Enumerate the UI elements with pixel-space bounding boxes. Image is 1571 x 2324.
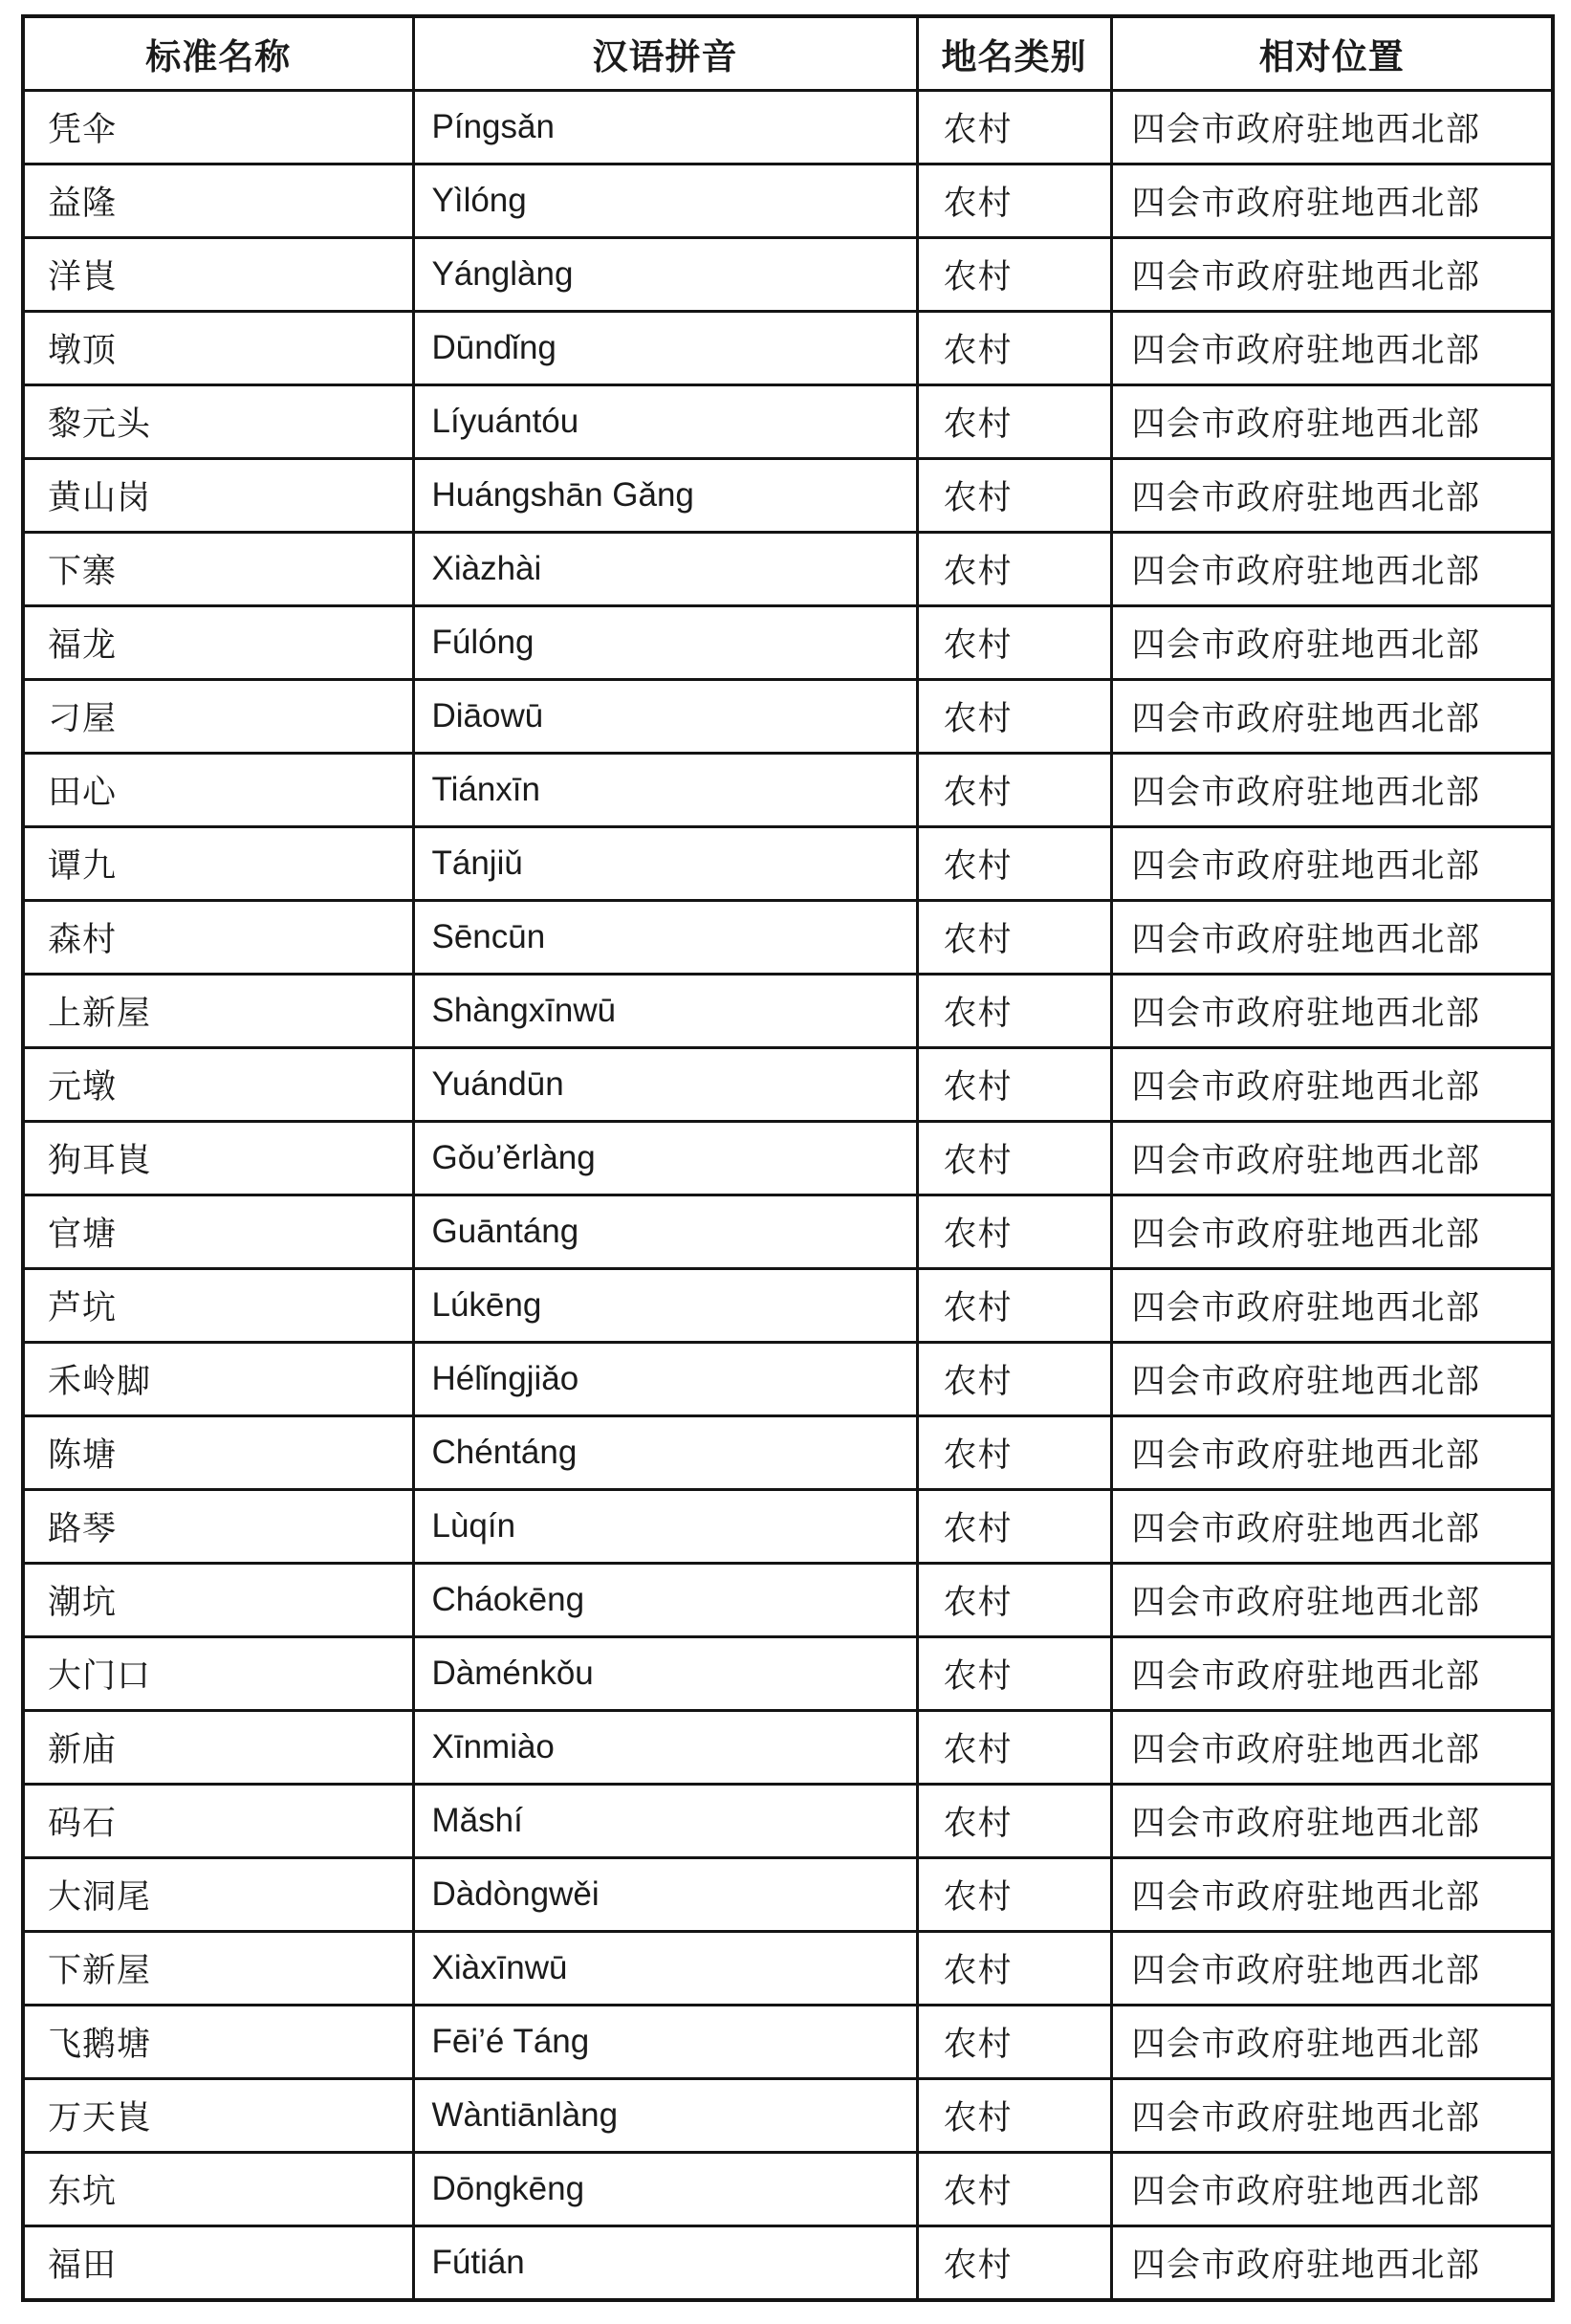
cell-relative-position: 四会市政府驻地西北部 (1111, 2079, 1553, 2153)
cell-relative-position: 四会市政府驻地西北部 (1111, 1564, 1553, 1637)
cell-category: 农村 (917, 1564, 1111, 1637)
cell-category: 农村 (917, 1122, 1111, 1195)
cell-relative-position: 四会市政府驻地西北部 (1111, 1932, 1553, 2006)
cell-relative-position: 四会市政府驻地西北部 (1111, 2153, 1553, 2226)
table-row (23, 901, 1553, 975)
cell-pinyin: Yìlóng (413, 164, 917, 238)
cell-standard-name: 万天崀 (23, 2079, 413, 2153)
cell-relative-position: 四会市政府驻地西北部 (1111, 1490, 1553, 1564)
table-row (23, 2079, 1553, 2153)
cell-relative-position: 四会市政府驻地西北部 (1111, 2226, 1553, 2301)
cell-pinyin: Líyuántóu (413, 385, 917, 459)
header-pinyin: 汉语拼音 (413, 16, 917, 91)
cell-standard-name: 刁屋 (23, 680, 413, 754)
cell-category: 农村 (917, 385, 1111, 459)
cell-category: 农村 (917, 754, 1111, 827)
cell-category: 农村 (917, 2079, 1111, 2153)
table-row (23, 1343, 1553, 1416)
cell-category: 农村 (917, 2226, 1111, 2301)
cell-relative-position: 四会市政府驻地西北部 (1111, 1637, 1553, 1711)
cell-standard-name: 黄山岗 (23, 459, 413, 533)
cell-pinyin: Xiàxīnwū (413, 1932, 917, 2006)
cell-standard-name: 路琴 (23, 1490, 413, 1564)
cell-relative-position: 四会市政府驻地西北部 (1111, 1195, 1553, 1269)
table-row (23, 975, 1553, 1048)
cell-relative-position: 四会市政府驻地西北部 (1111, 606, 1553, 680)
cell-pinyin: Mǎshí (413, 1785, 917, 1858)
cell-relative-position: 四会市政府驻地西北部 (1111, 1048, 1553, 1122)
cell-standard-name: 福龙 (23, 606, 413, 680)
header-relative-position: 相对位置 (1111, 16, 1553, 91)
cell-relative-position: 四会市政府驻地西北部 (1111, 533, 1553, 606)
cell-standard-name: 福田 (23, 2226, 413, 2301)
table-row (23, 2006, 1553, 2079)
cell-relative-position: 四会市政府驻地西北部 (1111, 901, 1553, 975)
cell-relative-position: 四会市政府驻地西北部 (1111, 1785, 1553, 1858)
cell-relative-position: 四会市政府驻地西北部 (1111, 238, 1553, 312)
cell-pinyin: Dūndǐng (413, 312, 917, 385)
cell-category: 农村 (917, 312, 1111, 385)
table-row (23, 827, 1553, 901)
cell-standard-name: 益隆 (23, 164, 413, 238)
cell-category: 农村 (917, 1785, 1111, 1858)
table-row (23, 2226, 1553, 2301)
cell-pinyin: Yuándūn (413, 1048, 917, 1122)
table-row (23, 1637, 1553, 1711)
table-row (23, 91, 1553, 164)
table-row (23, 312, 1553, 385)
cell-category: 农村 (917, 1343, 1111, 1416)
header-row (23, 16, 1553, 91)
cell-pinyin: Wàntiānlàng (413, 2079, 917, 2153)
cell-pinyin: Dàdòngwěi (413, 1858, 917, 1932)
table-row (23, 1564, 1553, 1637)
cell-standard-name: 大门口 (23, 1637, 413, 1711)
cell-pinyin: Guāntáng (413, 1195, 917, 1269)
cell-relative-position: 四会市政府驻地西北部 (1111, 754, 1553, 827)
cell-category: 农村 (917, 2153, 1111, 2226)
cell-category: 农村 (917, 459, 1111, 533)
cell-category: 农村 (917, 238, 1111, 312)
table-row (23, 385, 1553, 459)
table-row (23, 1269, 1553, 1343)
cell-standard-name: 田心 (23, 754, 413, 827)
cell-standard-name: 码石 (23, 1785, 413, 1858)
table-row (23, 2153, 1553, 2226)
cell-standard-name: 新庙 (23, 1711, 413, 1785)
cell-category: 农村 (917, 1195, 1111, 1269)
cell-relative-position: 四会市政府驻地西北部 (1111, 91, 1553, 164)
cell-category: 农村 (917, 1637, 1111, 1711)
cell-relative-position: 四会市政府驻地西北部 (1111, 1711, 1553, 1785)
table-row (23, 533, 1553, 606)
cell-pinyin: Fútián (413, 2226, 917, 2301)
cell-relative-position: 四会市政府驻地西北部 (1111, 385, 1553, 459)
cell-category: 农村 (917, 827, 1111, 901)
cell-relative-position: 四会市政府驻地西北部 (1111, 975, 1553, 1048)
cell-standard-name: 飞鹅塘 (23, 2006, 413, 2079)
table-row (23, 164, 1553, 238)
cell-category: 农村 (917, 1490, 1111, 1564)
cell-standard-name: 洋崀 (23, 238, 413, 312)
cell-standard-name: 芦坑 (23, 1269, 413, 1343)
cell-relative-position: 四会市政府驻地西北部 (1111, 312, 1553, 385)
table-row (23, 1711, 1553, 1785)
cell-standard-name: 下新屋 (23, 1932, 413, 2006)
cell-category: 农村 (917, 901, 1111, 975)
cell-category: 农村 (917, 1416, 1111, 1490)
cell-category: 农村 (917, 1932, 1111, 2006)
cell-standard-name: 陈塘 (23, 1416, 413, 1490)
cell-pinyin: Lúkēng (413, 1269, 917, 1343)
cell-standard-name: 谭九 (23, 827, 413, 901)
cell-pinyin: Chéntáng (413, 1416, 917, 1490)
cell-category: 农村 (917, 606, 1111, 680)
cell-standard-name: 下寨 (23, 533, 413, 606)
cell-category: 农村 (917, 1858, 1111, 1932)
cell-category: 农村 (917, 680, 1111, 754)
cell-standard-name: 官塘 (23, 1195, 413, 1269)
cell-standard-name: 东坑 (23, 2153, 413, 2226)
cell-pinyin: Xiàzhài (413, 533, 917, 606)
table-row (23, 1122, 1553, 1195)
cell-pinyin: Dàménkǒu (413, 1637, 917, 1711)
header-category: 地名类别 (917, 16, 1111, 91)
cell-pinyin: Huángshān Gǎng (413, 459, 917, 533)
table-row (23, 754, 1553, 827)
cell-standard-name: 黎元头 (23, 385, 413, 459)
place-names-table (21, 14, 1555, 2302)
cell-relative-position: 四会市政府驻地西北部 (1111, 2006, 1553, 2079)
table-body (23, 91, 1553, 2301)
table-row (23, 1195, 1553, 1269)
cell-standard-name: 大洞尾 (23, 1858, 413, 1932)
cell-relative-position: 四会市政府驻地西北部 (1111, 827, 1553, 901)
table-row (23, 1416, 1553, 1490)
cell-pinyin: Gǒu’ěrlàng (413, 1122, 917, 1195)
cell-pinyin: Shàngxīnwū (413, 975, 917, 1048)
table-row (23, 459, 1553, 533)
cell-category: 农村 (917, 2006, 1111, 2079)
table-row (23, 1858, 1553, 1932)
cell-relative-position: 四会市政府驻地西北部 (1111, 459, 1553, 533)
cell-relative-position: 四会市政府驻地西北部 (1111, 1343, 1553, 1416)
cell-standard-name: 元墩 (23, 1048, 413, 1122)
cell-standard-name: 凭伞 (23, 91, 413, 164)
cell-pinyin: Yánglàng (413, 238, 917, 312)
cell-pinyin: Tánjiǔ (413, 827, 917, 901)
cell-pinyin: Fēi’é Táng (413, 2006, 917, 2079)
table-row (23, 606, 1553, 680)
cell-pinyin: Dōngkēng (413, 2153, 917, 2226)
cell-category: 农村 (917, 91, 1111, 164)
cell-pinyin: Lùqín (413, 1490, 917, 1564)
cell-pinyin: Hélǐngjiǎo (413, 1343, 917, 1416)
cell-category: 农村 (917, 164, 1111, 238)
cell-category: 农村 (917, 975, 1111, 1048)
cell-category: 农村 (917, 1048, 1111, 1122)
cell-standard-name: 上新屋 (23, 975, 413, 1048)
cell-category: 农村 (917, 1269, 1111, 1343)
cell-relative-position: 四会市政府驻地西北部 (1111, 164, 1553, 238)
table-row (23, 1048, 1553, 1122)
table-row (23, 1490, 1553, 1564)
cell-standard-name: 墩顶 (23, 312, 413, 385)
cell-relative-position: 四会市政府驻地西北部 (1111, 1416, 1553, 1490)
table-row (23, 1932, 1553, 2006)
cell-relative-position: 四会市政府驻地西北部 (1111, 1858, 1553, 1932)
cell-standard-name: 禾岭脚 (23, 1343, 413, 1416)
table-row (23, 1785, 1553, 1858)
cell-relative-position: 四会市政府驻地西北部 (1111, 1122, 1553, 1195)
cell-pinyin: Píngsǎn (413, 91, 917, 164)
cell-category: 农村 (917, 533, 1111, 606)
table-row (23, 238, 1553, 312)
table-row (23, 680, 1553, 754)
cell-standard-name: 狗耳崀 (23, 1122, 413, 1195)
header-standard-name: 标准名称 (23, 16, 413, 91)
cell-pinyin: Cháokēng (413, 1564, 917, 1637)
cell-relative-position: 四会市政府驻地西北部 (1111, 680, 1553, 754)
cell-pinyin: Xīnmiào (413, 1711, 917, 1785)
cell-relative-position: 四会市政府驻地西北部 (1111, 1269, 1553, 1343)
cell-pinyin: Sēncūn (413, 901, 917, 975)
cell-pinyin: Diāowū (413, 680, 917, 754)
cell-pinyin: Fúlóng (413, 606, 917, 680)
cell-standard-name: 潮坑 (23, 1564, 413, 1637)
cell-standard-name: 森村 (23, 901, 413, 975)
cell-pinyin: Tiánxīn (413, 754, 917, 827)
cell-category: 农村 (917, 1711, 1111, 1785)
